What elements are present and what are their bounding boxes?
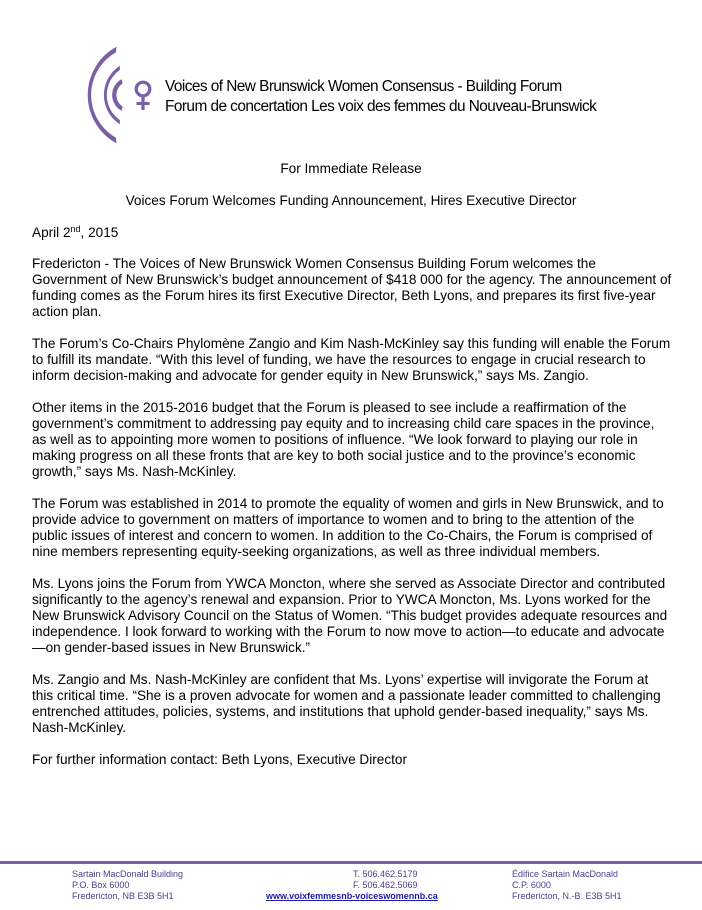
paragraph-budget-items: Other items in the 2015-2016 budget that the Forum is pleased to see include a reaffirmation of the government’s commitment to addressing pay equity and to increasing child care spaces in the province, as well as to appointing more women to positions of influence. “We look forward to playing our role in making progress on all these fronts that are key to both social justice and to the province’s economic growth,” says Ms. Nash-McKinley. [32,400,655,479]
press-release-headline: Voices Forum Welcomes Funding Announcement, Hires Executive Director [125,193,577,208]
organization-names [165,77,596,117]
footer-fax: F. 506.462.5069 [353,880,418,890]
footer-address-french [512,869,622,902]
female-symbol-sound-waves-logo-icon [60,40,170,150]
contact-line: For further information contact: Beth Lyons, Executive Director [32,752,407,767]
footer-address-line: Fredericton, NB E3B 5H1 [72,891,174,901]
org-name-english: Voices of New Brunswick Women Consensus - Building Forum [165,78,562,95]
release-date-month-day: April 2 [32,225,71,240]
footer-address-line: Fredericton, N.-B. E3B 5H1 [512,891,622,901]
paragraph-executive-director: Ms. Lyons joins the Forum from YWCA Moncton, where she served as Associate Director and contributed significantly to the agency’s renewal and expansion. Prior to YWCA Moncton, Ms. Lyons worked for the New Brunswick Advisory Council on the Status of Women. “This budget provides adequate resources and independence. I look forward to working with the Forum to now move to action—to educate and advocate—on gender-based issues in New Brunswick.” [32,576,668,655]
release-date-year: , 2015 [80,225,119,240]
footer-phone: T. 506.462.5179 [353,869,418,879]
paragraph-forum-mandate: The Forum was established in 2014 to promote the equality of women and girls in New Brunswick, and to provide advice to government on matters of importance to women and to bring to the attention of the public issues of interest and concern to women. In addition to the Co-Chairs, the Forum is comprised of nine members representing equity-seeking organizations, as well as three individual members. [32,496,664,559]
footer-address-line: Édifice Sartain MacDonald [512,869,619,879]
footer-address-line: C.P. 6000 [512,880,551,890]
paragraph-co-chairs-quote: The Forum’s Co-Chairs Phylomène Zangio and Kim Nash-McKinley say this funding will enable the Forum to fulfill its mandate. “With this level of funding, we have the resources to engage in crucial research to inform decision-making and advocate for gender equity in New Brunswick,” says Ms. Zangio. [32,336,671,383]
footer-address-line: P.O. Box 6000 [72,880,130,890]
footer-website-link[interactable]: www.voixfemmesnb-voiceswomennb.ca [266,891,438,901]
press-release-body [32,225,672,784]
footer-contact-info [266,869,438,902]
footer-address-line: Sartain MacDonald Building [72,869,184,879]
paragraph-funding-announcement: Fredericton - The Voices of New Brunswick Women Consensus Building Forum welcomes the Government of New Brunswick’s budget announcement of $418 000 for the agency. The announcement of funding comes as the Forum hires its first Executive Director, Beth Lyons, and prepares its first five-year action plan. [32,256,672,319]
footer-divider [0,861,702,864]
footer-address-english [72,869,183,902]
release-date [32,225,672,241]
release-date-ordinal: nd [70,224,81,234]
release-label: For Immediate Release [280,161,422,176]
org-name-french: Forum de concertation Les voix des femmes du Nouveau-Brunswick [165,98,597,115]
paragraph-confidence-quote: Ms. Zangio and Ms. Nash-McKinley are confident that Ms. Lyons’ expertise will invigorate the Forum at this critical time. “She is a proven advocate for women and a passionate leader committed to challenging entrenched attitudes, policies, systems, and institutions that uphold gender-based inequality,” says Ms. Nash-McKinley. [32,672,661,735]
